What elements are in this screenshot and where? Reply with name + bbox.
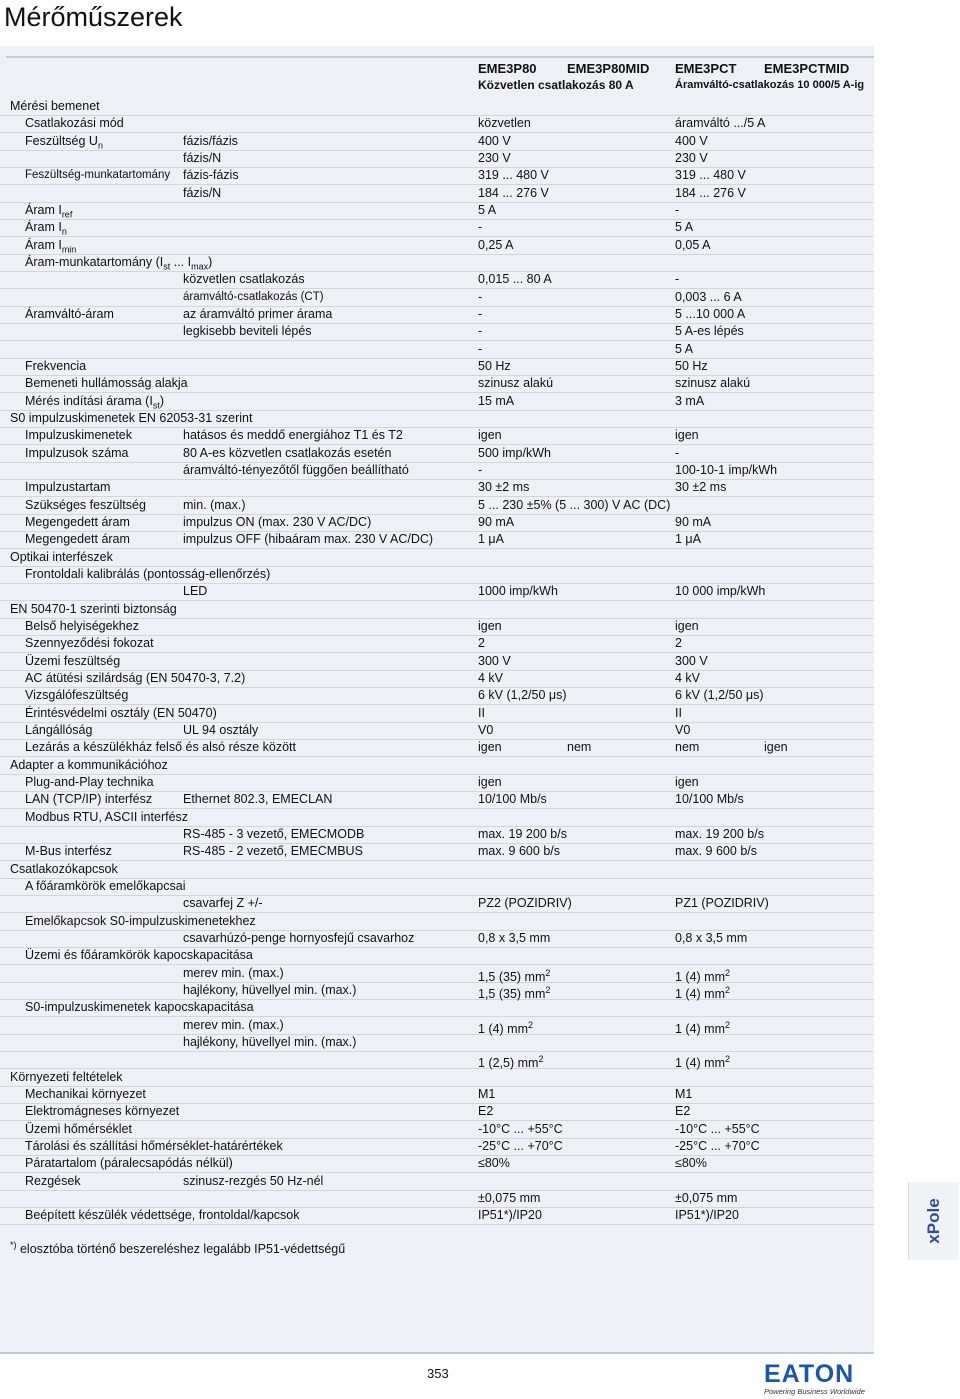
- superscript: 2: [725, 1020, 731, 1030]
- value-ct: 1 μA: [675, 532, 701, 546]
- value-ct: E2: [675, 1104, 691, 1118]
- subscript: min: [61, 244, 77, 255]
- spec-row: [0, 809, 874, 827]
- row-condition: impulzus OFF (hibaáram max. 230 V AC/DC): [183, 532, 434, 546]
- value-direct: max. 19 200 b/s: [478, 827, 567, 841]
- value-direct: 1,5 (35) $mm^2$: [478, 985, 551, 1002]
- spec-row: [0, 739, 874, 757]
- value-direct: 0,25 A: [478, 238, 514, 252]
- row-label: Páratartalom (páralecsapódás nélkül): [25, 1156, 233, 1170]
- row-condition: min. (max.): [183, 498, 246, 512]
- value-direct: 4 kV: [478, 671, 504, 685]
- value-direct: -: [478, 290, 483, 304]
- spec-row: [0, 913, 874, 931]
- row-label: Impulzustartam: [25, 480, 111, 494]
- subscript: st: [163, 261, 171, 272]
- row-condition: fázis/N: [183, 186, 222, 200]
- row-label: AC átütési szilárdság (EN 50470-3, 7.2): [25, 671, 246, 685]
- spec-row: [0, 115, 874, 133]
- row-label: A főáramkörök emelőkapcsai: [25, 879, 186, 893]
- value-direct: 6 kV (1,2/50 μs): [478, 688, 567, 702]
- row-label: Tárolási és szállítási hőmérséklet-határértékek: [25, 1139, 283, 1153]
- value-direct: szinusz alakú: [478, 376, 554, 390]
- spec-row: [0, 861, 874, 879]
- value-ct: -10°C ... +55°C: [675, 1122, 760, 1136]
- row-label: Üzemi hőmérséklet: [25, 1122, 132, 1136]
- value-direct: 184 ... 276 V: [478, 186, 549, 200]
- value-ct: 30 ±2 ms: [675, 480, 727, 494]
- spec-row: [0, 1207, 874, 1225]
- value-direct: 10/100 Mb/s: [478, 792, 547, 806]
- value-direct: 500 imp/kWh: [478, 446, 551, 460]
- row-label: Csatlakozási mód: [25, 116, 124, 130]
- value-ct: 5 ...10 000 A: [675, 307, 746, 321]
- value-direct: 5 A: [478, 203, 497, 217]
- spec-row: [0, 618, 874, 636]
- row-label: Beépített készülék védettsége, frontoldal/kapcsok: [25, 1208, 300, 1222]
- spec-row: [0, 150, 874, 168]
- row-label: Impulzusok száma: [25, 446, 129, 460]
- subscript: ref: [61, 209, 73, 220]
- subscript: max: [191, 261, 209, 272]
- spec-row: [0, 1086, 874, 1104]
- subscript: st: [152, 400, 160, 411]
- spec-row: [0, 722, 874, 740]
- row-condition: Ethernet 802.3, EMECLAN: [183, 792, 333, 806]
- row-condition: fázis/N: [183, 151, 222, 165]
- row-label: Frekvencia: [25, 359, 87, 373]
- column-header-1b: EME3P80MID: [567, 61, 650, 76]
- value-direct: V0: [478, 723, 494, 737]
- value-ct: 1 (4) $mm^2$: [675, 985, 731, 1002]
- spec-row: [0, 895, 874, 913]
- spec-row: [0, 1190, 874, 1208]
- spec-row: [0, 791, 874, 809]
- value-ct: 5 A: [675, 220, 694, 234]
- spec-row: [0, 514, 874, 532]
- spec-row: [0, 999, 874, 1017]
- row-label: Szennyeződési fokozat: [25, 636, 154, 650]
- row-label: Rezgések: [25, 1174, 81, 1188]
- column-subheader-2: Áramváltó-csatlakozás 10 000/5 A-ig: [675, 79, 865, 91]
- value-direct: 30 ±2 ms: [478, 480, 530, 494]
- superscript: 2: [725, 985, 731, 995]
- value-direct: -: [478, 463, 483, 477]
- row-condition: az áramváltó primer árama: [183, 307, 333, 321]
- spec-row: [0, 358, 874, 376]
- column-header-1a: EME3P80: [478, 61, 537, 76]
- value-ct: 10/100 Mb/s: [675, 792, 744, 806]
- spec-row: [0, 653, 874, 671]
- spec-row: [0, 601, 874, 619]
- spec-row: [0, 133, 874, 151]
- side-tab[interactable]: [908, 1182, 959, 1260]
- spec-row: [0, 1121, 874, 1139]
- value-ct: 10 000 imp/kWh: [675, 584, 766, 598]
- row-label: Áram $I_{ref}$: [25, 203, 73, 220]
- spec-row: [0, 583, 874, 601]
- value-ct: 4 kV: [675, 671, 701, 685]
- value-direct: 319 ... 480 V: [478, 168, 549, 182]
- row-label: Belső helyiségekhez: [25, 619, 139, 633]
- section-heading: Mérési bemenet: [10, 99, 100, 113]
- spec-row: [0, 237, 874, 255]
- spec-row: [0, 271, 874, 289]
- value-ct: M1: [675, 1087, 693, 1101]
- row-condition: RS-485 - 3 vezető, EMECMODB: [183, 827, 365, 841]
- value-ct: 0,05 A: [675, 238, 711, 252]
- row-label: Érintésvédelmi osztály (EN 50470): [25, 706, 217, 720]
- spec-row: [0, 375, 874, 393]
- eaton-logo: [764, 1362, 876, 1396]
- row-condition: szinusz-rezgés 50 Hz-nél: [183, 1174, 324, 1188]
- value-direct: 0,015 ... 80 A: [478, 272, 552, 286]
- row-label: Frontoldali kalibrálás (pontosság-ellenőrzés): [25, 567, 271, 581]
- row-label: Emelőkapcsok S0-impulzuskimenetekhez: [25, 914, 256, 928]
- value-direct: 1 (4) $mm^2$: [478, 1020, 534, 1037]
- spec-row: [0, 965, 874, 983]
- spec-row: [0, 98, 874, 116]
- row-condition: fázis/fázis: [183, 134, 238, 148]
- row-label: Impulzuskimenetek: [25, 428, 132, 442]
- value-direct: M1: [478, 1087, 496, 1101]
- row-label: Szükséges feszültség: [25, 498, 146, 512]
- value-ct: V0: [675, 723, 691, 737]
- value-direct: II: [478, 706, 485, 720]
- spec-row: [0, 774, 874, 792]
- superscript: 2: [725, 968, 731, 978]
- side-tab-label: xPole: [924, 1198, 943, 1244]
- value-direct: 0,8 x 3,5 mm: [478, 931, 551, 945]
- value-ct: 1 (4) $mm^2$: [675, 1020, 731, 1037]
- subscript: n: [97, 140, 103, 151]
- row-label: Áram-munkatartomány ($I_{st}$ ... $I_{max}$): [25, 255, 213, 272]
- spec-row: [0, 219, 874, 237]
- row-condition: közvetlen csatlakozás: [183, 272, 305, 286]
- column-header-2a: EME3PCT: [675, 61, 737, 76]
- row-condition: LED: [183, 584, 208, 598]
- row-condition: csavarhúzó-penge hornyosfejű csavarhoz: [183, 931, 415, 945]
- row-label: M-Bus interfész: [25, 844, 112, 858]
- logo-tagline: Powering Business Worldwide: [764, 1387, 865, 1396]
- spec-row: [0, 705, 874, 723]
- row-label: Bemeneti hullámosság alakja: [25, 376, 188, 390]
- superscript: 2: [545, 968, 551, 978]
- value-direct: 5 ... 230 ±5% (5 ... 300) V AC (DC): [478, 498, 671, 512]
- value-direct: 1000 imp/kWh: [478, 584, 558, 598]
- superscript: 2: [545, 985, 551, 995]
- value-ct: igen: [675, 428, 699, 442]
- value-ct: ≤80%: [675, 1156, 707, 1170]
- value-direct: -: [478, 342, 483, 356]
- spec-row: [0, 549, 874, 567]
- section-heading: Adapter a kommunikációhoz: [10, 758, 168, 772]
- value-direct: -: [478, 220, 483, 234]
- row-condition: hajlékony, hüvellyel min. (max.): [183, 1035, 357, 1049]
- row-condition: fázis-fázis: [183, 168, 239, 182]
- spec-row: [0, 687, 874, 705]
- value-ct: áramváltó .../5 A: [675, 116, 766, 130]
- row-label: Elektromágneses környezet: [25, 1104, 180, 1118]
- spec-row: [0, 947, 874, 965]
- value-direct: E2: [478, 1104, 494, 1118]
- column-header-2b: EME3PCTMID: [764, 61, 850, 76]
- spec-row: [0, 757, 874, 775]
- spec-row: [0, 462, 874, 480]
- value-ct: PZ1 (POZIDRIV): [675, 896, 769, 910]
- value-ct: 6 kV (1,2/50 μs): [675, 688, 764, 702]
- value-ct: -25°C ... +70°C: [675, 1139, 760, 1153]
- spec-row: [0, 427, 874, 445]
- value-direct: 1 (2,5) $mm^2$: [478, 1054, 544, 1071]
- value-ct: 2: [675, 636, 682, 650]
- value-direct: 50 Hz: [478, 359, 511, 373]
- value-direct: 1,5 (35) $mm^2$: [478, 968, 551, 985]
- value-ct: 230 V: [675, 151, 708, 165]
- value-direct: 15 mA: [478, 394, 515, 408]
- section-heading: EN 50470-1 szerinti biztonság: [10, 602, 177, 616]
- value-ct: szinusz alakú: [675, 376, 751, 390]
- value-direct: igen: [478, 740, 502, 754]
- row-label: Üzemi és főáramkörök kapocskapacitása: [25, 948, 253, 962]
- row-condition: merev min. (max.): [183, 1018, 284, 1032]
- value-ct: nem: [675, 740, 700, 754]
- spec-row: [0, 878, 874, 896]
- spec-row: [0, 982, 874, 1000]
- value-direct: ≤80%: [478, 1156, 510, 1170]
- value-direct: IP51*)/IP20: [478, 1208, 542, 1222]
- spec-row: [0, 566, 874, 584]
- page-title: Mérőműszerek: [4, 2, 183, 32]
- value-ct: max. 9 600 b/s: [675, 844, 757, 858]
- row-label: Áramváltó-áram: [25, 307, 114, 321]
- row-condition: csavarfej Z +/-: [183, 896, 263, 910]
- value-ct: -: [675, 203, 680, 217]
- row-condition: legkisebb beviteli lépés: [183, 324, 312, 338]
- spec-row: [0, 1069, 874, 1087]
- value-ct: -: [675, 446, 680, 460]
- spec-row: [0, 445, 874, 463]
- value-ct: ±0,075 mm: [675, 1191, 738, 1205]
- row-label: Megengedett áram: [25, 515, 130, 529]
- spec-row: [0, 341, 874, 359]
- spec-row: [0, 1173, 874, 1191]
- row-label: Feszültség-munkatartomány: [25, 169, 171, 181]
- value-ct-mid: igen: [764, 740, 788, 754]
- row-label: Mechanikai környezet: [25, 1087, 146, 1101]
- row-label: Mérés indítási árama $(I_{st})$: [25, 394, 165, 411]
- row-label: Lezárás a készülékház felső és alsó része között: [25, 740, 296, 754]
- spec-row: [0, 323, 874, 341]
- value-direct-mid: nem: [567, 740, 592, 754]
- value-direct: max. 9 600 b/s: [478, 844, 560, 858]
- value-ct: igen: [675, 775, 699, 789]
- spec-row: [0, 289, 874, 307]
- value-direct: 400 V: [478, 134, 511, 148]
- superscript: 2: [538, 1054, 544, 1064]
- spec-row: [0, 1103, 874, 1121]
- spec-row: [0, 254, 874, 272]
- superscript: 2: [528, 1020, 534, 1030]
- value-ct: 400 V: [675, 134, 708, 148]
- row-label: Üzemi feszültség: [25, 654, 121, 668]
- row-label: Megengedett áram: [25, 532, 130, 546]
- value-ct: igen: [675, 619, 699, 633]
- row-condition: hajlékony, hüvellyel min. (max.): [183, 983, 357, 997]
- value-direct: -: [478, 307, 483, 321]
- spec-row: [0, 1017, 874, 1035]
- row-condition: merev min. (max.): [183, 966, 284, 980]
- section-heading: Optikai interfészek: [10, 550, 113, 564]
- row-condition: áramváltó-tényezőtől függően beállítható: [183, 463, 409, 477]
- spec-row: [0, 306, 874, 324]
- value-direct: 90 mA: [478, 515, 515, 529]
- row-condition: impulzus ON (max. 230 V AC/DC): [183, 515, 372, 529]
- value-ct: 5 A: [675, 342, 694, 356]
- value-direct: ±0,075 mm: [478, 1191, 541, 1205]
- spec-row: [0, 531, 874, 549]
- page-number: 353: [427, 1366, 449, 1381]
- row-condition: 80 A-es közvetlen csatlakozás esetén: [183, 446, 392, 460]
- value-direct: közvetlen: [478, 116, 531, 130]
- value-direct: 1 μA: [478, 532, 504, 546]
- spec-row: [0, 410, 874, 428]
- row-label: Lángállóság: [25, 723, 93, 737]
- spec-row: [0, 1138, 874, 1156]
- value-direct: igen: [478, 619, 502, 633]
- value-ct: max. 19 200 b/s: [675, 827, 764, 841]
- value-ct: 184 ... 276 V: [675, 186, 746, 200]
- value-direct: -25°C ... +70°C: [478, 1139, 563, 1153]
- value-direct: -: [478, 324, 483, 338]
- section-heading: S0 impulzuskimenetek EN 62053-31 szerint: [10, 411, 253, 425]
- column-subheader-1: Közvetlen csatlakozás 80 A: [478, 78, 634, 92]
- row-label: Modbus RTU, ASCII interfész: [25, 810, 189, 824]
- subscript: n: [61, 226, 67, 237]
- spec-row: [0, 479, 874, 497]
- value-direct: 2: [478, 636, 485, 650]
- value-ct: 0,8 x 3,5 mm: [675, 931, 748, 945]
- spec-row: [0, 843, 874, 861]
- row-label: Vizsgálófeszültség: [25, 688, 129, 702]
- value-direct: igen: [478, 775, 502, 789]
- spec-row: [0, 393, 874, 411]
- value-ct: 1 (4) $mm^2$: [675, 968, 731, 985]
- spec-row: [0, 826, 874, 844]
- value-ct: 5 A-es lépés: [675, 324, 744, 338]
- value-direct: igen: [478, 428, 502, 442]
- spec-row: [0, 635, 874, 653]
- spec-row: [0, 202, 874, 220]
- value-ct: IP51*)/IP20: [675, 1208, 739, 1222]
- bottom-rule: [0, 1352, 874, 1354]
- spec-row: [0, 167, 874, 185]
- superscript: 2: [725, 1054, 731, 1064]
- spec-row: [0, 1155, 874, 1173]
- row-label: S0-impulzuskimenetek kapocskapacitása: [25, 1000, 254, 1014]
- spec-row: [0, 670, 874, 688]
- value-ct: 50 Hz: [675, 359, 708, 373]
- spec-row: [0, 1034, 874, 1052]
- value-direct: 300 V: [478, 654, 511, 668]
- value-ct: 319 ... 480 V: [675, 168, 746, 182]
- row-label: Feszültség $U_n$: [25, 134, 103, 151]
- value-ct: 90 mA: [675, 515, 712, 529]
- value-direct: 230 V: [478, 151, 511, 165]
- footnote: [10, 1240, 345, 1256]
- value-ct: 0,003 ... 6 A: [675, 290, 742, 304]
- value-ct: 300 V: [675, 654, 708, 668]
- row-condition: áramváltó-csatlakozás (CT): [183, 291, 324, 303]
- row-condition: hatásos és meddő energiához T1 és T2: [183, 428, 403, 442]
- value-ct: 100-10-1 imp/kWh: [675, 463, 778, 477]
- footnote-mark: *): [10, 1240, 17, 1250]
- row-label: Plug-and-Play technika: [25, 775, 154, 789]
- spec-row: [0, 497, 874, 515]
- logo-word: EATON: [764, 1360, 855, 1388]
- row-condition: UL 94 osztály: [183, 723, 259, 737]
- value-direct: -10°C ... +55°C: [478, 1122, 563, 1136]
- section-heading: Környezeti feltételek: [10, 1070, 123, 1084]
- value-ct: -: [675, 272, 680, 286]
- value-ct: 3 mA: [675, 394, 705, 408]
- spec-row: [0, 185, 874, 203]
- row-label: Áram $I_n$: [25, 220, 67, 237]
- spec-row: [0, 1051, 874, 1069]
- value-direct: PZ2 (POZIDRIV): [478, 896, 572, 910]
- row-label: Áram $I_{min}$: [25, 238, 77, 255]
- value-ct: II: [675, 706, 682, 720]
- section-heading: Csatlakozókapcsok: [10, 862, 118, 876]
- row-condition: RS-485 - 2 vezető, EMECMBUS: [183, 844, 363, 858]
- row-label: LAN (TCP/IP) interfész: [25, 792, 153, 806]
- footnote-text: elosztóba történő beszereléshez legalább IP51-védettségű: [16, 1242, 346, 1257]
- spec-row: [0, 930, 874, 948]
- value-ct: 1 (4) $mm^2$: [675, 1054, 731, 1071]
